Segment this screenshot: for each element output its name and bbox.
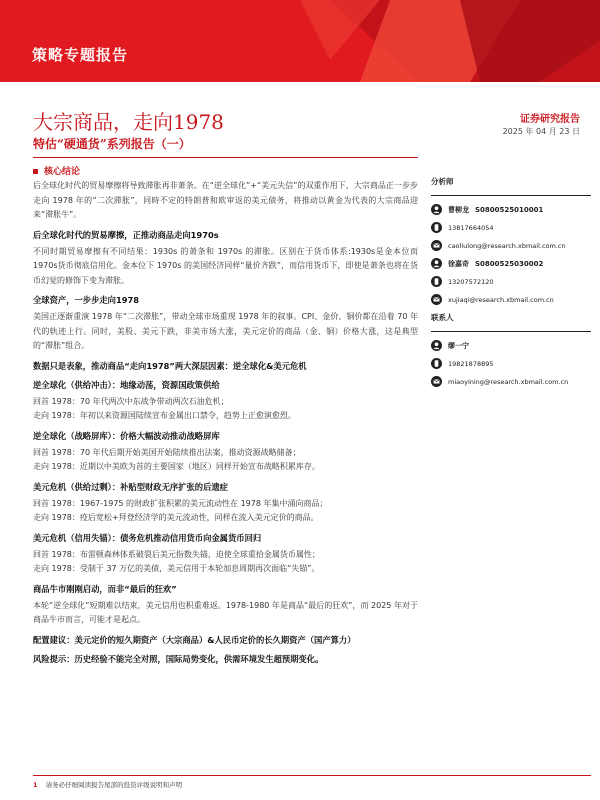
analyst-phone: 13207572120 [448,277,494,286]
paragraph: 回首 1978：布雷顿森林体系破裂后美元指数失锚，迫使全球重拾金属货币属性； [33,549,320,559]
paragraph: 走向 1978：疫后宽松+拜登经济学的美元流动性，同样在流入美元定价的商品。 [33,513,319,522]
analyst-sidebar [431,176,591,394]
page-number: 1 [33,781,38,789]
main-content [33,179,418,669]
analyst-card [431,258,591,305]
section-heading: 后全球化时代的贸易摩擦，正推动商品走向1970s [33,229,219,240]
analyst-name: 曹柳龙 [448,205,469,214]
paragraph: 走向 1978：近期以中美欧为首的主要国家（地区）同样开始宣布战略积累库存。 [33,462,320,471]
banner-title: 策略专题报告 [32,46,129,64]
person-icon [431,204,442,215]
sidebar-divider [431,195,591,196]
footer-disclaimer: 请务必仔细阅读报告尾部的投资评级说明和声明 [45,781,183,789]
sidebar-divider [431,331,591,332]
analyst-name: 徐嘉奇 [448,259,469,268]
section-heading: 风险提示：历史经验不能完全对照，国际局势变化，供需环境发生超预期变化。 [33,653,324,664]
phone-icon [431,276,442,287]
banner-decoration [0,0,600,82]
paragraph: 不同时期贸易摩擦有不同结果：1930s 的萧条和 1970s 的滞胀。区别在于货币体系:1930s是金本位而1970s货币彻底信用化。金本位下 1970s 的美国经济同样“量价齐跌”，而信用货币下，即使是萧条也将在货币幻觉的修饰下变为滞胀。 [33,246,418,285]
contact-card [431,340,591,387]
section-heading: 逆全球化（供给冲击）：地缘动荡，资源国政策供给 [33,379,220,390]
person-icon [431,340,442,351]
section-heading: 数据只是表象，推动商品“走向1978”两大深层因素：逆全球化&美元危机 [33,360,307,371]
email-icon [431,240,442,251]
paragraph: 回首 1978：1967-1975 的财政扩张积累的美元流动性在 1978 年集中涌向商品； [33,498,328,508]
analysts-heading: 分析师 [431,177,454,186]
contact-name: 缪一宁 [448,341,469,350]
analyst-card [431,204,591,251]
paragraph: 回首 1978：70 年代后期开始美国开始陆续推出法案，推动资源战略储备； [33,447,301,457]
paragraph: 走向 1978：受制于 37 万亿的美债，美元信用于本轮加息周期再次面临“失锚”。 [33,564,320,573]
email-icon [431,376,442,387]
contact-email[interactable]: miaoyining@research.xbmail.com.cn [448,377,569,386]
core-conclusion-heading [33,164,80,177]
paragraph: 回首 1978：70 年代两次中东战争带动两次石油危机； [33,396,229,406]
header-banner [0,0,600,82]
paragraph: 走向 1978：年初以来资源国陆续宣布金属出口禁令，趋势上正愈演愈烈。 [33,411,296,420]
title-divider [33,157,418,158]
paragraph: 后全球化时代的贸易摩擦将导致滞胀再非萧条。在“逆全球化”+“美元失信”的双重作用下，大宗商品正一步步走向 1978 年的“二次滞胀”，同時不定的特朗普和欧审返的美元债务，将推动以黄金为代表的大宗商品迎来“滞胀牛”。 [33,181,418,219]
report-type: 证券研究报告 [520,114,580,125]
section-heading: 美元危机（信用失锚）：债务危机推动信用货币向金属货币回归 [33,532,262,543]
analyst-email[interactable]: caoliulong@research.xbmail.com.cn [448,241,566,250]
section-heading: 逆全球化（战略屏库）：价格大幅波动推动战略屏库 [33,430,220,441]
report-title: 大宗商品，走向1978 [33,110,224,134]
bullet-square-icon [33,169,38,174]
contacts-heading: 联系人 [431,313,454,322]
report-subtitle: 特估“硬通货”系列报告（一） [33,137,191,151]
phone-icon [431,358,442,369]
phone-icon [431,222,442,233]
core-conclusion-label: 核心结论 [44,167,81,177]
footer-divider [33,775,591,776]
analyst-cert: S0800525010001 [475,205,544,214]
person-icon [431,258,442,269]
section-heading: 全球资产，一步步走向1978 [33,295,140,305]
analyst-cert: S0800525030002 [475,259,544,268]
paragraph: 本轮“逆全球化”短期难以结束，美元信用也积重难返。1978-1980 年是商品“最后的狂欢”，而 2025 年对于商品牛市而言，可能才是起点。 [33,600,418,624]
report-date: 2025 年 04 月 23 日 [502,127,580,136]
contact-phone: 19821878895 [448,359,494,368]
section-heading: 商品牛市刚刚启动，而非“最后的狂欢” [33,583,177,594]
section-heading: 美元危机（供给过剩）：补贴型财政无序扩张的后遗症 [33,481,228,492]
email-icon [431,294,442,305]
analyst-email[interactable]: xujiaqi@research.xbmail.com.cn [448,295,554,304]
footer [33,780,182,789]
paragraph: 美国正逐渐重演 1978 年“二次滞胀”，带动全球市场重现 1978 年的叙事。CPI、金价、铜价都在沿着 70 年代的轨迹上行。同时，美股、美元下跌，非美市场大涨，美元定价的商品（金、铜）价格大涨，这是典型的“滞胀”组合。 [33,312,418,350]
analyst-phone: 13817664054 [448,223,494,232]
section-heading: 配置建议：美元定价的短久期资产（大宗商品）&人民币定价的长久期资产（国产算力） [33,634,356,645]
